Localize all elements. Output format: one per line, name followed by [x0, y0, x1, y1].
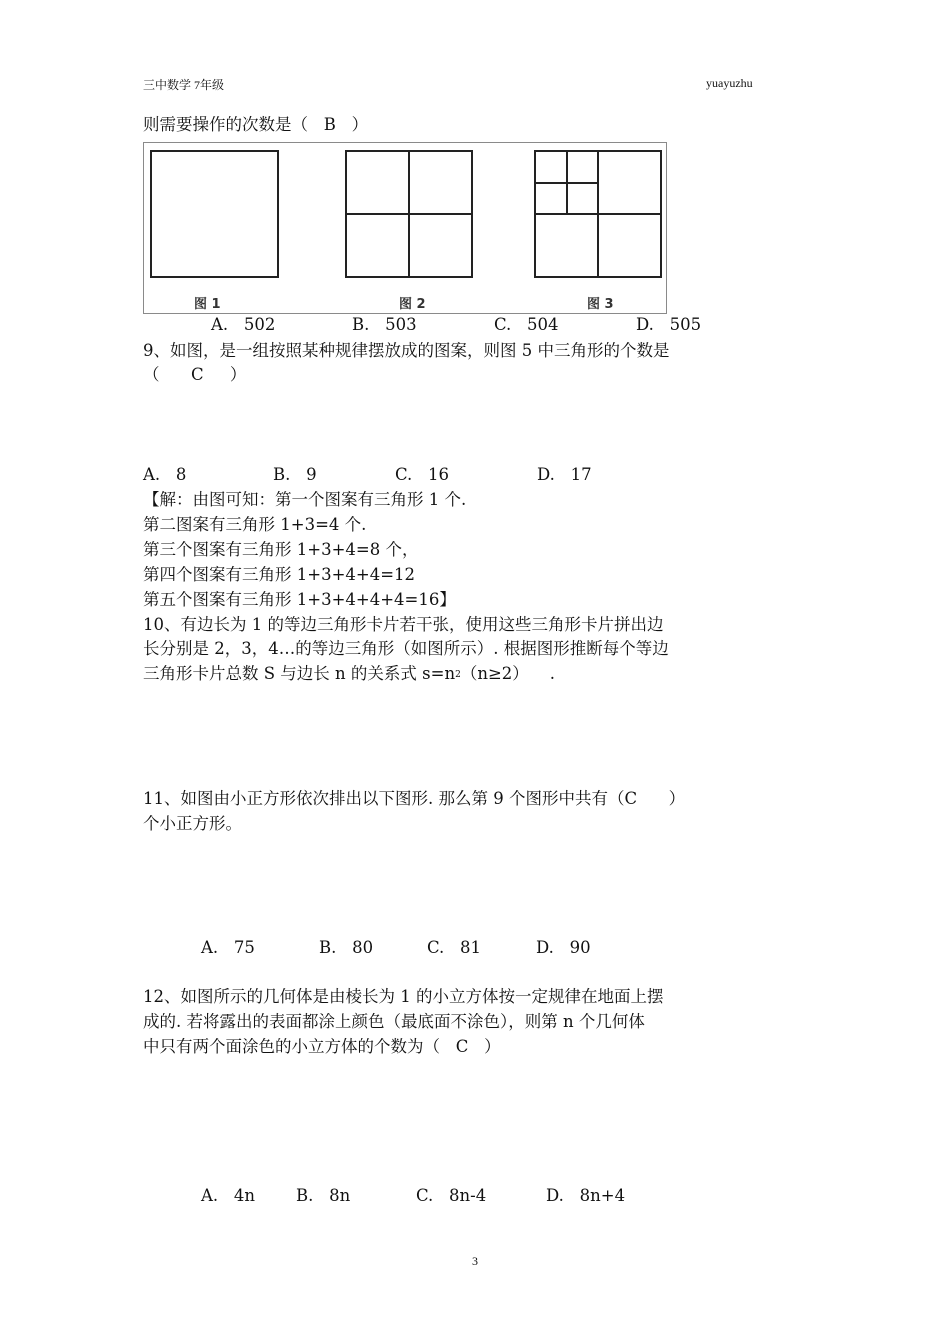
fig3-caption: 图 3 — [587, 297, 614, 312]
q9-solution-3: 第三个图案有三角形 1+3+4=8 个， — [143, 540, 419, 559]
q10-line2: 长分别是 2，3，4…的等边三角形（如图所示）. 根据图形推断每个等边 — [143, 639, 669, 658]
q9-option-d: D. 17 — [537, 465, 592, 484]
q10-line3-b: （n≥2） . — [460, 664, 555, 683]
q10-line3 — [143, 663, 555, 686]
fig1-square — [151, 151, 278, 277]
q9-option-a: A. 8 — [143, 465, 187, 484]
q12-option-d: D. 8n+4 — [546, 1186, 626, 1205]
header-left: 三中数学 7年级 — [143, 78, 225, 92]
header-right: yuayuzhu — [706, 76, 753, 90]
q8-stem: 则需要操作的次数是（ B ） — [143, 115, 369, 134]
q9-option-c: C. 16 — [395, 465, 450, 484]
q11-option-b: B. 80 — [319, 938, 374, 957]
q9-option-b: B. 9 — [273, 465, 317, 484]
q9-solution-1: 【解：由图可知：第一个图案有三角形 1 个. — [143, 490, 467, 509]
q8-option-d: D. 505 — [636, 315, 702, 334]
q9-line1: 9、如图，是一组按照某种规律摆放成的图案，则图 5 中三角形的个数是 — [143, 341, 670, 360]
fig2-caption: 图 2 — [399, 297, 426, 312]
q11-option-d: D. 90 — [536, 938, 591, 957]
q10-exponent: 2 — [455, 670, 461, 680]
q9-solution-2: 第二图案有三角形 1+3=4 个. — [143, 515, 367, 534]
q9-solution-5: 第五个图案有三角形 1+3+4+4+4=16】 — [143, 590, 456, 609]
q10-line1: 10、有边长为 1 的等边三角形卡片若干张，使用这些三角形卡片拼出边 — [143, 615, 664, 634]
q12-line1: 12、如图所示的几何体是由棱长为 1 的小立方体按一定规律在地面上摆 — [143, 987, 664, 1006]
q9-line2: （ C ） — [143, 365, 247, 384]
fig1-caption: 图 1 — [194, 297, 221, 312]
q8-option-c: C. 504 — [494, 315, 559, 334]
q12-option-c: C. 8n-4 — [416, 1186, 487, 1205]
q12-option-a: A. 4n — [201, 1186, 256, 1205]
q10-line3-a: 三角形卡片总数 S 与边长 n 的关系式 s=n — [143, 664, 456, 683]
q11-line2: 个小正方形。 — [143, 814, 242, 833]
q11-option-c: C. 81 — [427, 938, 482, 957]
q8-figure-drawing — [144, 143, 666, 313]
q8-figure — [143, 142, 667, 314]
q9-solution-4: 第四个图案有三角形 1+3+4+4=12 — [143, 565, 416, 584]
q11-line1: 11、如图由小正方形依次排出以下图形. 那么第 9 个图形中共有（C ） — [143, 789, 686, 808]
page-number: 3 — [472, 1254, 478, 1268]
q8-option-a: A. 502 — [211, 315, 276, 334]
q11-option-a: A. 75 — [201, 938, 255, 957]
q12-line2: 成的. 若将露出的表面都涂上颜色（最底面不涂色），则第 n 个几何体 — [143, 1012, 645, 1031]
q12-line3: 中只有两个面涂色的小立方体的个数为（ C ） — [143, 1037, 501, 1056]
q12-option-b: B. 8n — [296, 1186, 351, 1205]
q8-option-b: B. 503 — [352, 315, 417, 334]
